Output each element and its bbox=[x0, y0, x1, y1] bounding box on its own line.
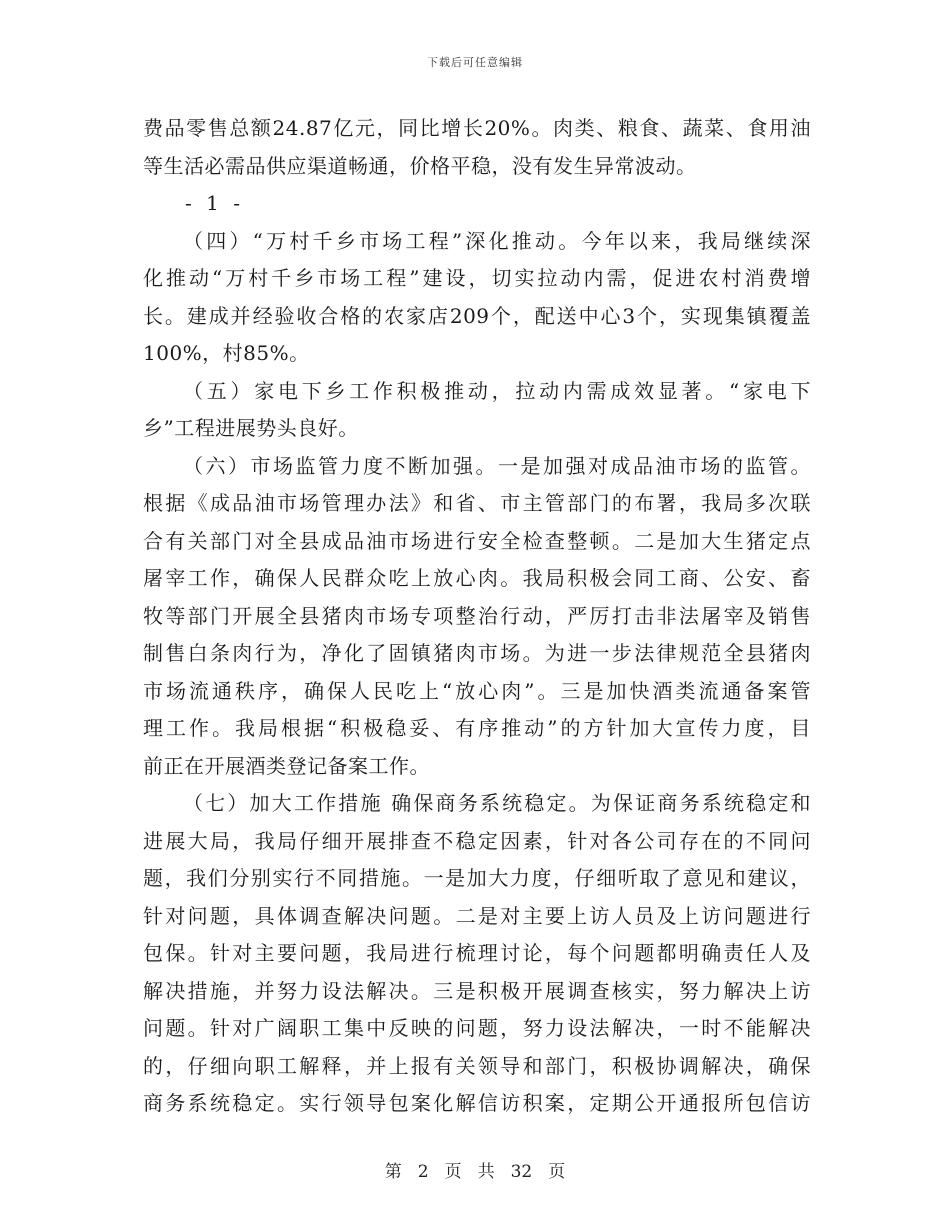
text-line: 屠宰工作，确保人民群众吃上放心肉。我局积极会同工商、公安、畜 bbox=[143, 566, 811, 590]
footer-current-page: 2 bbox=[417, 1162, 429, 1182]
text-line: 制售白条肉行为，净化了固镇猪肉市场。为进一步法律规范全县猪肉 bbox=[143, 641, 811, 665]
text-line: 进展大局，我局仔细开展排查不稳定因素，针对各公司存在的不同问 bbox=[143, 828, 811, 853]
text-line: （五）家电下乡工作积极推动，拉动内需成效显著。“家电下 bbox=[183, 378, 811, 403]
footer-total-word: 共 bbox=[477, 1162, 495, 1182]
footer-total-pages: 32 bbox=[510, 1162, 533, 1182]
text-line: 的，仔细向职工解释，并上报有关领导和部门，积极协调解决，确保 bbox=[143, 1053, 811, 1078]
text-line: 合有关部门对全县成品油市场进行安全检查整顿。二是加大生猪定点 bbox=[143, 528, 811, 553]
text-line: 理工作。我局根据“积极稳妥、有序推动”的方针加大宣传力度，目 bbox=[143, 716, 811, 740]
text-line: （四）“万村千乡市场工程”深化推动。今年以来，我局继续深 bbox=[183, 228, 811, 253]
body-text bbox=[143, 110, 811, 1123]
text-line: 前正在开展酒类登记备案工作。 bbox=[143, 753, 430, 778]
text-line: （六）市场监管力度不断加强。一是加强对成品油市场的监管。 bbox=[183, 453, 811, 478]
header-note: 下载后可任意编辑 bbox=[427, 56, 523, 69]
text-line: 根据《成品油市场管理办法》和省、市主管部门的布署，我局多次联 bbox=[143, 491, 811, 515]
text-line: 商务系统稳定。实行领导包案化解信访积案，定期公开通报所包信访 bbox=[143, 1091, 811, 1115]
text-line: 包保。针对主要问题，我局进行梳理讨论，每个问题都明确责任人及 bbox=[143, 941, 811, 965]
footer-prefix: 第 bbox=[384, 1162, 402, 1182]
text-line: 乡”工程进展势头良好。 bbox=[143, 416, 359, 440]
text-line: 牧等部门开展全县猪肉市场专项整治行动，严厉打击非法屠宰及销售 bbox=[143, 603, 811, 628]
page-footer bbox=[0, 1157, 950, 1182]
text-line: 费品零售总额24.87亿元，同比增长20%。肉类、粮食、蔬菜、食用油 bbox=[143, 116, 811, 140]
inline-page-number: - 1 - bbox=[185, 191, 244, 215]
text-line: （七）加大工作措施 确保商务系统稳定。为保证商务系统稳定和 bbox=[183, 791, 811, 815]
text-line: 题，我们分别实行不同措施。一是加大力度，仔细听取了意见和建议， bbox=[143, 866, 811, 890]
text-line: 100%，村85%。 bbox=[143, 341, 310, 365]
text-line: 市场流通秩序，确保人民吃上“放心肉”。三是加快酒类流通备案管 bbox=[143, 678, 811, 703]
text-line: 长。建成并经验收合格的农家店209个，配送中心3个，实现集镇覆盖 bbox=[143, 303, 811, 328]
footer-suffix: 页 bbox=[548, 1162, 566, 1182]
text-line: 解决措施，并努力设法解决。三是积极开展调查核实，努力解决上访 bbox=[143, 978, 811, 1003]
text-line: 化推动“万村千乡市场工程”建设，切实拉动内需，促进农村消费增 bbox=[143, 266, 811, 290]
text-line: 问题。针对广阔职工集中反映的问题，努力设法解决，一时不能解决 bbox=[143, 1016, 811, 1040]
footer-page-word: 页 bbox=[444, 1162, 462, 1182]
text-line: 等生活必需品供应渠道畅通，价格平稳，没有发生异常波动。 bbox=[143, 153, 697, 178]
text-line: 针对问题，具体调查解决问题。二是对主要上访人员及上访问题进行 bbox=[143, 903, 811, 928]
